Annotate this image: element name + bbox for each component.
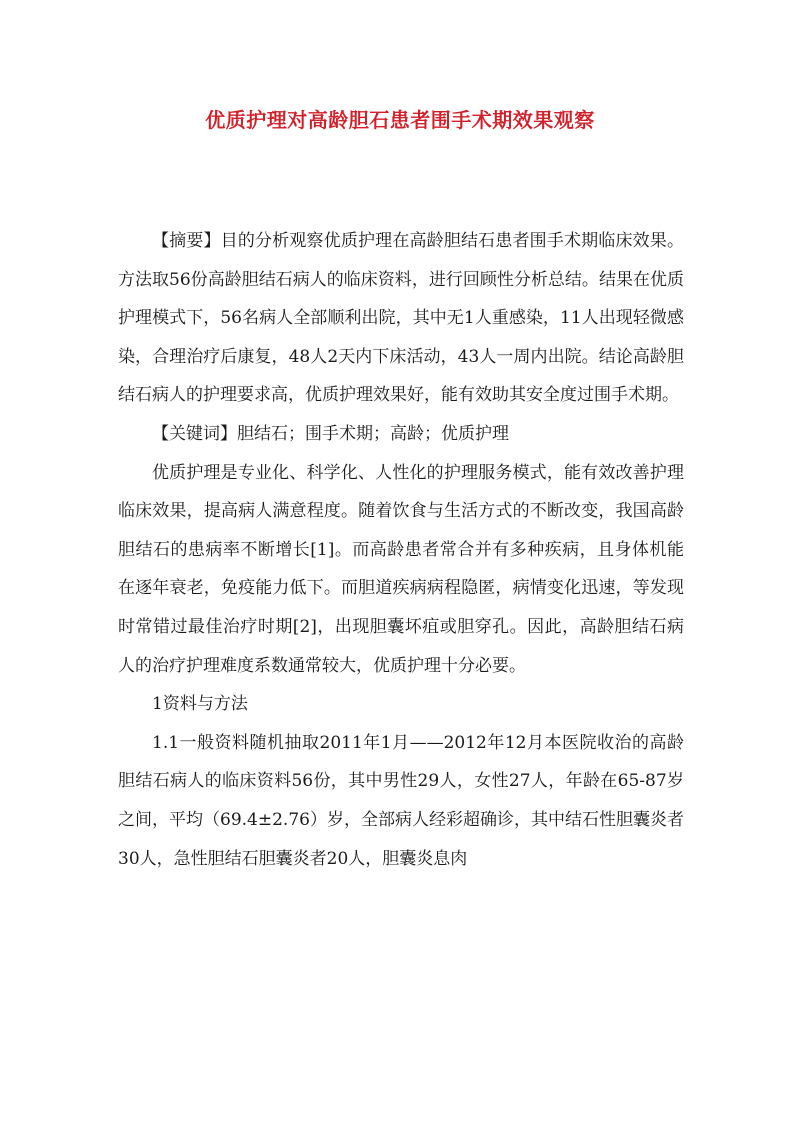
document-body bbox=[118, 222, 684, 878]
keywords-text: 胆结石；围手术期；高龄；优质护理 bbox=[237, 423, 509, 444]
abstract-text: 目的分析观察优质护理在高龄胆结石患者围手术期临床效果。方法取56份高龄胆结石病人的临床资料，进行回顾性分析总结。结果在优质护理模式下，56名病人全部顺利出院，其中无1人重感染，11人出现轻微感染，合理治疗后康复，48人2天内下床活动，43人一周内出院。结论高龄胆结石病人的护理要求高，优质护理效果好，能有效助其安全度过围手术期。 bbox=[118, 231, 685, 406]
document-title: 优质护理对高龄胆石患者围手术期效果观察 bbox=[205, 108, 595, 132]
intro-paragraph: 优质护理是专业化、科学化、人性化的护理服务模式，能有效改善护理临床效果，提高病人满意程度。随着饮食与生活方式的不断改变，我国高龄胆结石的患病率不断增长[1]。而高龄患者常合并有多种疾病，且身体机能在逐年衰老，免疫能力低下。而胆道疾病病程隐匿，病情变化迅速，等发现时常错过最佳治疗时期[2]，出现胆囊坏疽或胆穿孔。因此，高龄胆结石病人的治疗护理难度系数通常较大，优质护理十分必要。 bbox=[118, 462, 684, 676]
keywords-label: 【关键词】 bbox=[152, 423, 237, 444]
abstract-label: 【摘要】 bbox=[152, 231, 221, 251]
keywords-paragraph bbox=[118, 415, 684, 454]
section-1-1-paragraph: 1.1一般资料随机抽取2011年1月——2012年12月本医院收治的高龄胆结石病人的临床资料56份，其中男性29人，女性27人，年龄在65-87岁之间，平均（69.4±2.76）岁，全部病人经彩超确诊，其中结石性胆囊炎者30人，急性胆结石胆囊炎者20人，胆囊炎息肉 bbox=[118, 732, 684, 869]
abstract-paragraph bbox=[118, 222, 684, 415]
section-heading: 1资料与方法 bbox=[152, 694, 248, 715]
